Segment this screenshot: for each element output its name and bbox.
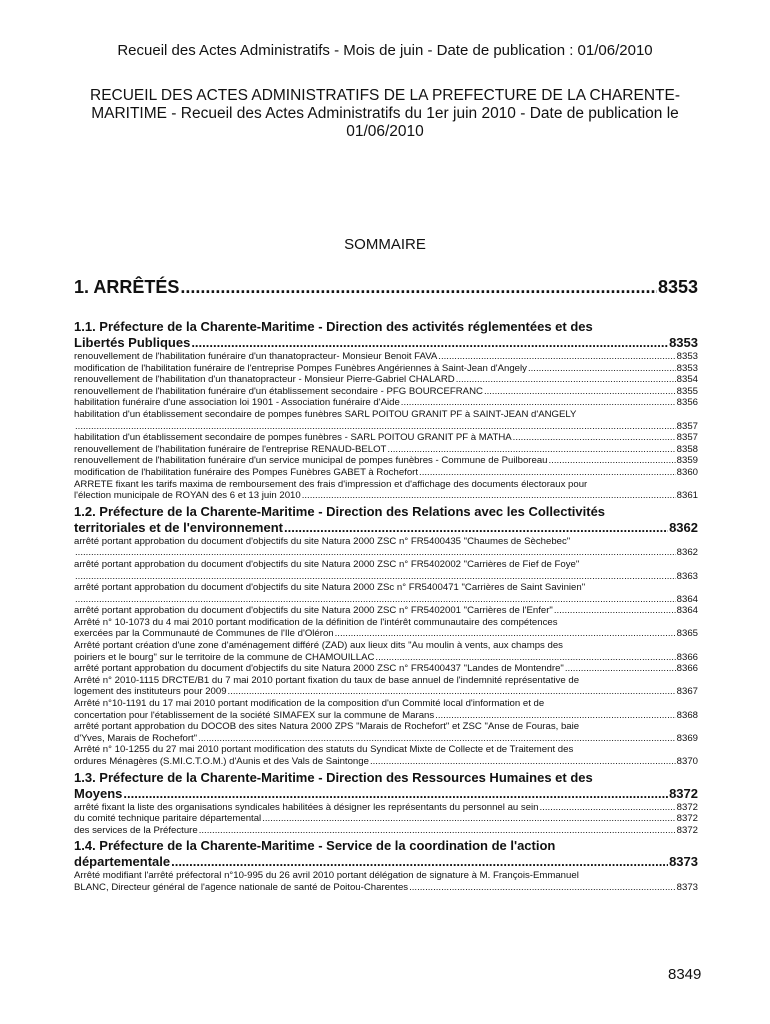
entry-text-end: poiriers et le bourg" sur le territoire de la commune de CHAMOUILLAC: [74, 651, 375, 663]
entry-text-line: arrêté portant approbation du document d'objectifs du site Natura 2000 ZSc n° FR5400471 "Carrières de Saint Savinien": [74, 582, 586, 594]
section-title-end: territoriales et de l'environnement: [74, 519, 283, 535]
entry-text-line: Arrêté portant création d'une zone d'aménagement différé (ZAD) aux lieux dits "Au moulin à vents, aux champs des: [74, 640, 563, 652]
entry-text: renouvellement de l'habilitation funéraire d'un établissement secondaire - PFG BOURCEFRANC: [74, 385, 483, 397]
entry-page: 8360: [676, 466, 698, 478]
entry-row: [74, 813, 698, 825]
toc-entry[interactable]: [74, 802, 698, 814]
entry-page: 8358: [676, 443, 698, 455]
entry-page: 8353: [676, 351, 698, 362]
entry-row: [74, 490, 698, 502]
entry-text-end: exercées par la Communauté de Communes de l'Ile d'Oléron: [74, 628, 334, 640]
toc-entry[interactable]: [74, 813, 698, 825]
entry-page: 8356: [676, 397, 698, 409]
section-page: 8362: [669, 519, 698, 535]
toc-entry[interactable]: [74, 605, 698, 617]
leader-dots: [228, 686, 676, 698]
toc-entry[interactable]: [74, 432, 698, 444]
entry-text: arrêté fixant la liste des organisations syndicales habilitées à désigner les représentants du personnel au sein: [74, 801, 539, 813]
toc-section[interactable]: [74, 504, 698, 536]
entry-page: 8357: [676, 432, 698, 444]
entry-row: [74, 432, 698, 444]
entry-page: 8355: [676, 385, 698, 397]
toc-entry[interactable]: [74, 455, 698, 467]
toc-entry[interactable]: [74, 744, 698, 767]
section-title-row: [74, 854, 698, 870]
entry-text-line: Arrêté n°10-1191 du 17 mai 2010 portant modification de la composition d'un Commité local d'information et de: [74, 698, 545, 710]
entry-row: [74, 802, 698, 814]
entry-text: arrêté portant approbation du document d'objectifs du site Natura 2000 ZSC n° FR5400437 "Landes de Montendre": [74, 663, 564, 675]
entry-row: [74, 652, 698, 664]
entry-text: renouvellement de l'habilitation d'un thanatopracteur - Monsieur Pierre-Gabriel CHALARD: [74, 374, 455, 386]
leader-dots: [549, 455, 676, 467]
entry-row: [74, 882, 698, 894]
entry-row: [74, 756, 698, 768]
section-title-row: [74, 520, 698, 536]
leader-dots: [513, 432, 676, 444]
leader-dots: [123, 786, 668, 802]
toc-entry[interactable]: [74, 397, 698, 409]
toc-entry[interactable]: [74, 363, 698, 375]
leader-dots: [528, 363, 676, 375]
toc-section[interactable]: [74, 770, 698, 802]
entry-row: [74, 467, 698, 479]
entry-row: [74, 686, 698, 698]
leader-dots: [75, 547, 676, 559]
entry-row: [74, 444, 698, 456]
leader-dots: [171, 854, 668, 870]
entry-row: [74, 571, 698, 583]
leader-dots: [565, 663, 676, 675]
leader-dots: [75, 594, 676, 606]
entry-text: habilitation funéraire d'une association loi 1901 - Association funéraire d'Aide: [74, 397, 400, 409]
leader-dots: [370, 756, 676, 768]
section-page: 8372: [669, 785, 698, 801]
entry-page: 8366: [676, 663, 698, 675]
section-page: 8373: [669, 854, 698, 870]
entry-page: 8366: [676, 651, 698, 663]
entry-text-end: BLANC, Directeur général de l'agence nationale de santé de Poitou-Charentes: [74, 881, 409, 893]
leader-dots: [387, 444, 675, 456]
entry-text: modification de l'habilitation funéraire de l'entreprise Pompes Funèbres Angériennes à Saint-Jean d'Angely: [74, 362, 527, 374]
leader-dots: [199, 825, 676, 837]
entry-row: [74, 421, 698, 433]
entry-text-line: Arrêté n° 2010-1115 DRCTE/B1 du 7 mai 2010 portant fixation du taux de base annuel de l'indemnité représentative de: [74, 674, 580, 686]
section-title-line: 1.3. Préfecture de la Charente-Maritime - Direction des Ressources Humaines et des: [74, 769, 593, 785]
leader-dots: [75, 571, 676, 583]
entry-page: 8367: [676, 686, 698, 698]
toc-entry[interactable]: [74, 675, 698, 698]
toc-entry[interactable]: [74, 386, 698, 398]
entry-text-line: ARRETE fixant les tarifs maxima de remboursement des frais d'impression et d'affichage des documents électoraux pour: [74, 478, 588, 490]
entry-row: [74, 605, 698, 617]
entry-page: 8362: [676, 547, 698, 559]
entry-text-end: logement des instituteurs pour 2009: [74, 686, 227, 698]
title-line-2: MARITIME - Recueil des Actes Administratifs du 1er juin 2010 - Date de publication le: [91, 105, 679, 122]
section-title-end: Moyens: [74, 785, 123, 801]
chapter-label: 1. ARRÊTÉS: [74, 277, 180, 297]
entry-page: 8365: [676, 628, 698, 640]
toc-entry[interactable]: [74, 467, 698, 479]
section-title-line: 1.4. Préfecture de la Charente-Maritime - Service de la coordination de l'action: [74, 838, 556, 854]
leader-dots: [302, 490, 676, 502]
toc-entry[interactable]: [74, 444, 698, 456]
table-of-contents: [74, 317, 698, 894]
leader-dots: [284, 520, 668, 536]
entry-page: 8372: [676, 801, 698, 813]
leader-dots: [409, 882, 676, 894]
entry-text: du comité technique paritaire départemental: [74, 813, 262, 825]
section-title-row: [74, 335, 698, 351]
toc-entry[interactable]: [74, 825, 698, 837]
leader-dots: [262, 813, 675, 825]
entry-page: 8363: [676, 570, 698, 582]
entry-text: habilitation d'un établissement secondaire de pompes funèbres - SARL POITOU GRANIT PF à MATHA: [74, 432, 512, 444]
toc-entry[interactable]: [74, 721, 698, 744]
toc-entry[interactable]: [74, 559, 698, 582]
entry-text-end: l'élection municipale de ROYAN des 6 et 13 juin 2010: [74, 490, 301, 502]
entry-row: [74, 733, 698, 745]
leader-dots: [401, 397, 676, 409]
chapter-page: 8353: [657, 277, 698, 297]
title-line-1: RECUEIL DES ACTES ADMINISTRATIFS DE LA PREFECTURE DE LA CHARENTE-: [90, 87, 680, 104]
section-title-line: 1.1. Préfecture de la Charente-Maritime - Direction des activités réglementées et des: [74, 319, 593, 334]
entry-text-line: Arrêté n° 10-1073 du 4 mai 2010 portant modification de la définition de l'intérêt communautaire des compétences: [74, 616, 558, 628]
leader-dots: [335, 628, 676, 640]
toc-entry[interactable]: [74, 374, 698, 386]
entry-page: 8364: [676, 605, 698, 617]
toc-entry[interactable]: [74, 698, 698, 721]
entry-text: arrêté portant approbation du document d'objectifs du site Natura 2000 ZSC n° FR5402001 "Carrières de l'Enfer": [74, 605, 553, 617]
entry-text-end: d'Yves, Marais de Rochefort": [74, 732, 198, 744]
entry-page: 8359: [676, 455, 698, 467]
entry-text: des services de la Préfecture: [74, 824, 198, 836]
entry-row: [74, 547, 698, 559]
title-line-3: 01/06/2010: [346, 123, 424, 140]
leader-dots: [191, 335, 668, 351]
entry-row: [74, 374, 698, 386]
running-header: Recueil des Actes Administratifs - Mois de juin - Date de publication : 01/06/2010: [117, 42, 653, 59]
entry-row: [74, 663, 698, 675]
entry-page: 8372: [676, 813, 698, 825]
document-title: [70, 87, 700, 141]
entry-text-line: arrêté portant approbation du document d'objectifs du site Natura 2000 ZSC n° FR5402002 "Carrières de Fief de Foye": [74, 558, 580, 570]
sommaire-heading: SOMMAIRE: [344, 236, 426, 253]
entry-page: 8373: [676, 881, 698, 893]
leader-dots: [540, 802, 676, 814]
page-number: 8349: [668, 966, 702, 983]
entry-text-end: concertation pour l'établissement de la société SIMAFEX sur la commune de Marans: [74, 709, 435, 721]
entry-page: 8353: [676, 362, 698, 374]
toc-entry[interactable]: [74, 351, 698, 363]
entry-row: [74, 825, 698, 837]
entry-text: renouvellement de l'habilitation funéraire de l'entreprise RENAUD-BELOT: [74, 443, 387, 455]
entry-page: 8368: [676, 709, 698, 721]
entry-row: [74, 363, 698, 375]
leader-dots: [75, 421, 676, 433]
leader-dots: [435, 710, 675, 722]
entry-page: 8361: [676, 490, 698, 502]
leader-dots: [484, 386, 676, 398]
toc-entry[interactable]: [74, 617, 698, 640]
entry-text-end: ordures Ménagères (S.MI.C.T.O.M.) d'Aunis et des Vals de Saintonge: [74, 756, 369, 767]
section-title-line: 1.2. Préfecture de la Charente-Maritime - Direction des Relations avec les Collectivités: [74, 503, 606, 519]
entry-text: renouvellement de l'habilitation funéraire d'un service municipal de pompes funèbres - Commune de Puilboreau: [74, 455, 548, 467]
entry-row: [74, 397, 698, 409]
leader-dots: [419, 467, 676, 479]
section-title-row: [74, 786, 698, 802]
entry-text-line: Arrêté n° 10-1255 du 27 mai 2010 portant modification des statuts du Syndicat Mixte de Collecte et de Traitement des: [74, 744, 574, 756]
entry-text-line: Arrêté modifiant l'arrêté préfectoral n°10-995 du 26 avril 2010 portant délégation de signature à M. François-Emmanuel: [74, 870, 579, 882]
toc-entry[interactable]: [74, 479, 698, 502]
entry-page: 8369: [676, 732, 698, 744]
section-title-end: départementale: [74, 854, 171, 870]
leader-dots: [180, 277, 657, 298]
entry-page: 8354: [676, 374, 698, 386]
toc-section[interactable]: [74, 319, 698, 351]
leader-dots: [554, 605, 676, 617]
entry-text-line: arrêté portant approbation du DOCOB des sites Natura 2000 ZPS "Marais de Rochefort" et ZSC "Anse de Fouras, baie: [74, 721, 580, 733]
entry-text: renouvellement de l'habilitation funéraire d'un thanatopracteur- Monsieur Benoit FAVA: [74, 351, 438, 362]
entry-page: 8364: [676, 593, 698, 605]
entry-row: [74, 594, 698, 606]
section-title-end: Libertés Publiques: [74, 335, 191, 350]
toc-entry[interactable]: [74, 870, 698, 893]
toc-entry[interactable]: [74, 663, 698, 675]
entry-page: 8357: [676, 420, 698, 432]
entry-row: [74, 386, 698, 398]
toc-entry[interactable]: [74, 409, 698, 432]
entry-row: [74, 628, 698, 640]
entry-page: 8370: [676, 756, 698, 767]
entry-text-line: arrêté portant approbation du document d'objectifs du site Natura 2000 ZSC n° FR5400435 "Chaumes de Sèchebec": [74, 535, 571, 547]
entry-page: 8372: [676, 824, 698, 836]
toc-entry[interactable]: [74, 536, 698, 559]
toc-section[interactable]: [74, 838, 698, 870]
entry-row: [74, 710, 698, 722]
leader-dots: [438, 351, 675, 363]
entry-row: [74, 455, 698, 467]
entry-row: [74, 351, 698, 363]
toc-entry[interactable]: [74, 582, 698, 605]
entry-text: modification de l'habilitation funéraire des Pompes Funèbres GABET à Rochefort: [74, 466, 419, 478]
entry-text-line: habilitation d'un établissement secondaire de pompes funèbres SARL POITOU GRANIT PF à SAINT-JEAN d'ANGELY: [74, 408, 577, 420]
section-page: 8353: [669, 335, 698, 350]
leader-dots: [456, 374, 676, 386]
toc-entry[interactable]: [74, 640, 698, 663]
leader-dots: [375, 652, 675, 664]
leader-dots: [198, 733, 676, 745]
chapter-heading[interactable]: [74, 277, 698, 298]
